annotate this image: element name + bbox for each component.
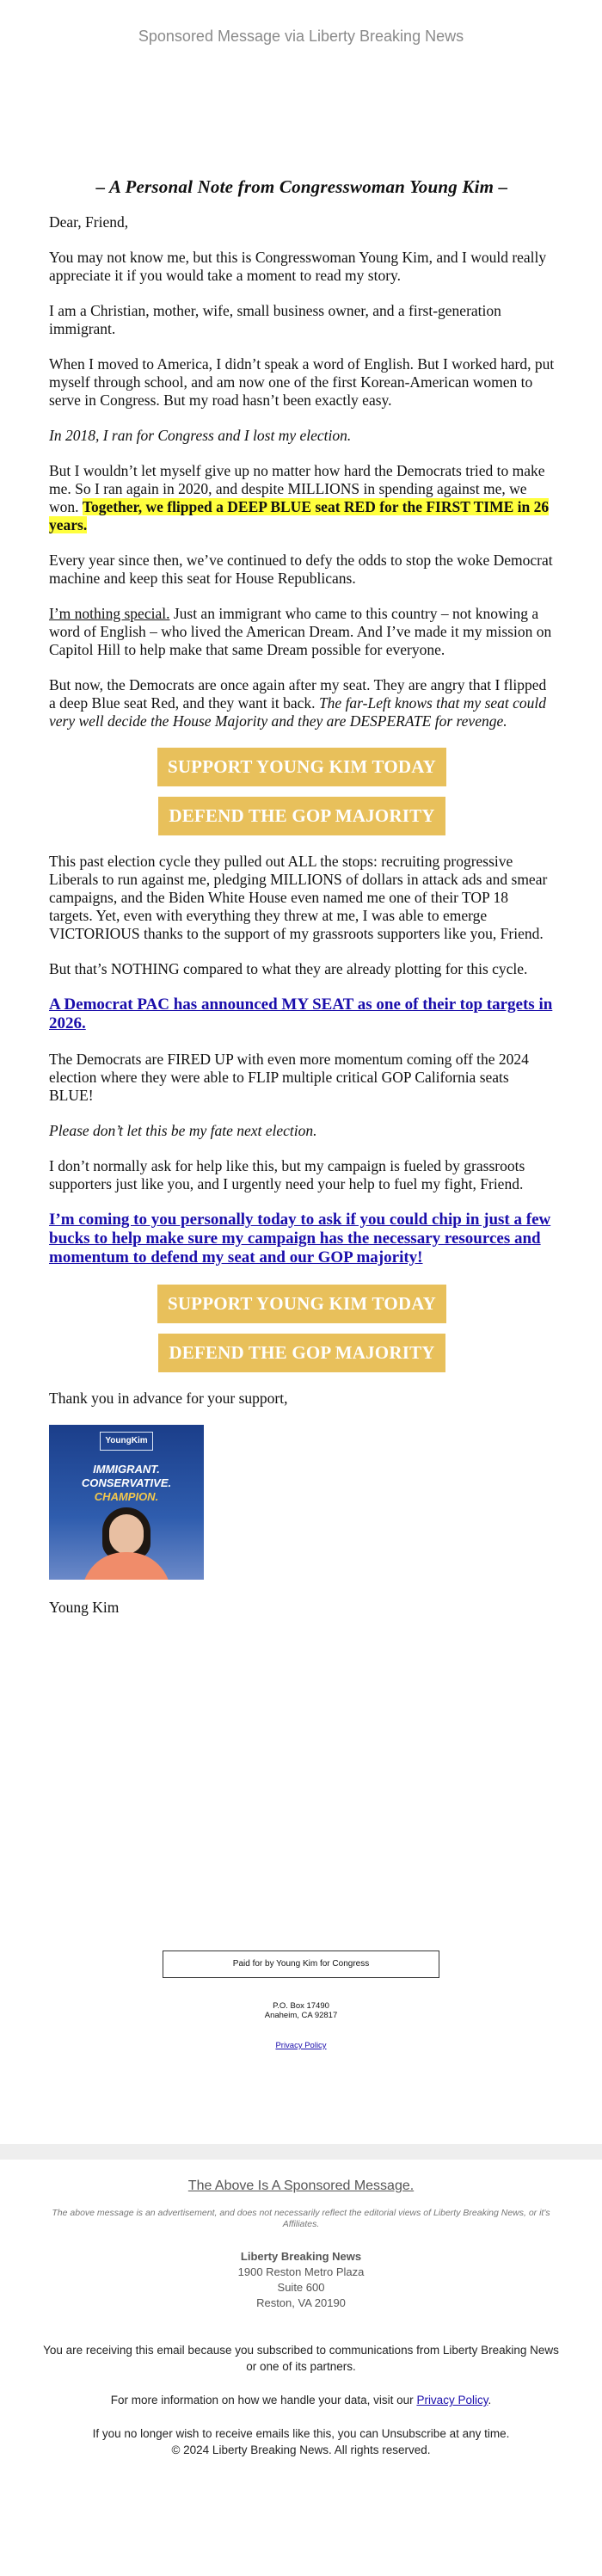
paragraph-intro: You may not know me, but this is Congresswoman Young Kim, and I would really appreciate it if you would take a moment to read my story.	[49, 249, 547, 284]
portrait-body	[82, 1552, 171, 1580]
defend-button[interactable]: DEFEND THE GOP MAJORITY	[158, 797, 445, 835]
tagline-conservative: CONSERVATIVE.	[81, 1476, 172, 1489]
campaign-city: Anaheim, CA 92817	[264, 2011, 338, 2020]
greeting: Dear, Friend,	[49, 213, 129, 231]
fate-italic: Please don’t let this be my fate next election.	[49, 1122, 317, 1139]
footer-privacy-link[interactable]: Privacy Policy	[416, 2394, 488, 2407]
sponsor-label: Sponsored Message via Liberty Breaking News	[138, 28, 464, 45]
paragraph-link-chip-in	[49, 1211, 555, 1267]
paragraph-fate	[49, 1122, 555, 1140]
letter-title: – A Personal Note from Congresswoman Young Kim –	[95, 176, 508, 197]
subscribed-notice: You are receiving this email because you subscribed to communications from Liberty Breaking News or one of its partners.	[43, 2344, 559, 2373]
paragraph-won	[49, 462, 555, 534]
publisher-name: Liberty Breaking News	[240, 2250, 362, 2263]
paragraph-link-pac	[49, 995, 555, 1033]
tagline-champion: CHAMPION.	[94, 1490, 159, 1503]
data-notice	[43, 2392, 559, 2408]
paid-for-box: Paid for by Young Kim for Congress	[163, 1950, 439, 1978]
campaign-address	[0, 2001, 602, 2020]
paragraph-after-seat	[49, 676, 555, 730]
paragraph-identity: I am a Christian, mother, wife, small business owner, and a first-generation immigrant.	[49, 302, 501, 337]
unsubscribe-notice[interactable]: If you no longer wish to receive emails like this, you can Unsubscribe at any time.	[92, 2427, 510, 2440]
chip-in-link[interactable]: I’m coming to you personally today to ask if you could chip in just a few bucks to help make sure my campaign has the necessary resources and momentum to defend my seat and our GOP majority!	[49, 1211, 551, 1266]
defend-button[interactable]: DEFEND THE GOP MAJORITY	[158, 1334, 445, 1372]
button-row	[49, 1334, 555, 1372]
campaign-privacy-link[interactable]: Privacy Policy	[275, 2041, 327, 2050]
button-row	[49, 797, 555, 835]
paragraph-fired-up: The Democrats are FIRED UP with even more momentum coming off the 2024 election where they were able to FLIP multiple critical GOP California seats BLUE!	[49, 1051, 529, 1104]
portrait-face	[109, 1514, 144, 1554]
copyright: © 2024 Liberty Breaking News. All rights reserved.	[171, 2444, 431, 2456]
nothing-special-underline: I’m nothing special.	[49, 605, 170, 622]
far-left-italic: The far-Left knows that my seat could very well decide the House Majority and they are DESPERATE for revenge.	[49, 694, 547, 730]
publisher-street: 1900 Reston Metro Plaza	[237, 2265, 365, 2278]
flipped-highlight: Together, we flipped a DEEP BLUE seat RED for the FIRST TIME in 26 years.	[49, 498, 550, 533]
data-notice-end: .	[488, 2394, 492, 2407]
po-box: P.O. Box 17490	[273, 2001, 329, 2011]
paragraph-nothing-special	[49, 605, 555, 659]
button-row	[49, 748, 555, 786]
disclaimer: The above message is an advertisement, and does not necessarily reflect the editorial views of Liberty Breaking News, or it's Affiliates.	[52, 2208, 550, 2229]
paragraph-defy: Every year since then, we’ve continued to defy the odds to stop the woke Democrat machine and keep this seat for House Republicans.	[49, 552, 553, 587]
header-bar	[0, 0, 602, 69]
paragraph-ask: I don’t normally ask for help like this, but my campaign is fueled by grassroots supporters just like you, and I urgently need your help to fuel my fight, Friend.	[49, 1157, 525, 1192]
footer	[0, 2160, 602, 2458]
lost-election-text: In 2018, I ran for Congress and I lost my election.	[49, 427, 352, 444]
publisher-address	[0, 2249, 602, 2311]
paragraph-story: When I moved to America, I didn’t speak a word of English. But I worked hard, put myself through school, and am now one of the first Korean-American women to serve in Congress. But my road hasn’t been exactly easy.	[49, 355, 555, 409]
support-button[interactable]: SUPPORT YOUNG KIM TODAY	[157, 1285, 446, 1323]
publisher-suite: Suite 600	[277, 2281, 325, 2294]
sponsored-headline[interactable]: The Above Is A Sponsored Message.	[187, 2179, 415, 2193]
candidate-photo[interactable]	[49, 1425, 204, 1580]
thanks-text: Thank you in advance for your support,	[49, 1390, 288, 1407]
footer-divider	[0, 2144, 602, 2160]
paragraph-plotting: But that’s NOTHING compared to what they are already plotting for this cycle.	[49, 960, 528, 977]
immigrant-text: Just an immigrant who came to this country – not knowing a word of English – who lived the American Dream. And I’ve made it my mission on Capitol Hill to help make that same Dream possible for everyone.	[49, 605, 552, 658]
tagline-immigrant: IMMIGRANT.	[93, 1463, 160, 1476]
won-text: But I wouldn’t let myself give up no matter how hard the Democrats tried to make me. So I ran again in 2020, and despite MILLIONS in spending against me, we won.	[49, 462, 545, 515]
paragraph-election-cycle: This past election cycle they pulled out ALL the stops: recruiting progressive Liberals to run against me, pledging MILLIONS of dollars in attack ads and smear campaigns, and the Biden White House even named me one of their TOP 18 targets. Yet, even with everything they threw at me, I was able to emerge VICTORIOUS thanks to the support of my grassroots supporters like you, Friend.	[49, 853, 548, 942]
letter-body	[49, 176, 555, 1634]
young-kim-logo: YoungKim	[100, 1432, 153, 1451]
button-row	[49, 1285, 555, 1323]
campaign-privacy	[0, 2041, 602, 2050]
support-button[interactable]: SUPPORT YOUNG KIM TODAY	[157, 748, 446, 786]
after-seat-text: But now, the Democrats are once again after my seat. They are angry that I flipped a deep Blue seat Red, and they want it back.	[49, 676, 547, 712]
signature: Young Kim	[49, 1599, 120, 1616]
pac-targets-link[interactable]: A Democrat PAC has announced MY SEAT as one of their top targets in 2026.	[49, 995, 553, 1032]
paragraph-lost	[49, 427, 555, 445]
publisher-city: Reston, VA 20190	[256, 2296, 346, 2309]
data-notice-text: For more information on how we handle your data, visit our	[110, 2394, 417, 2407]
